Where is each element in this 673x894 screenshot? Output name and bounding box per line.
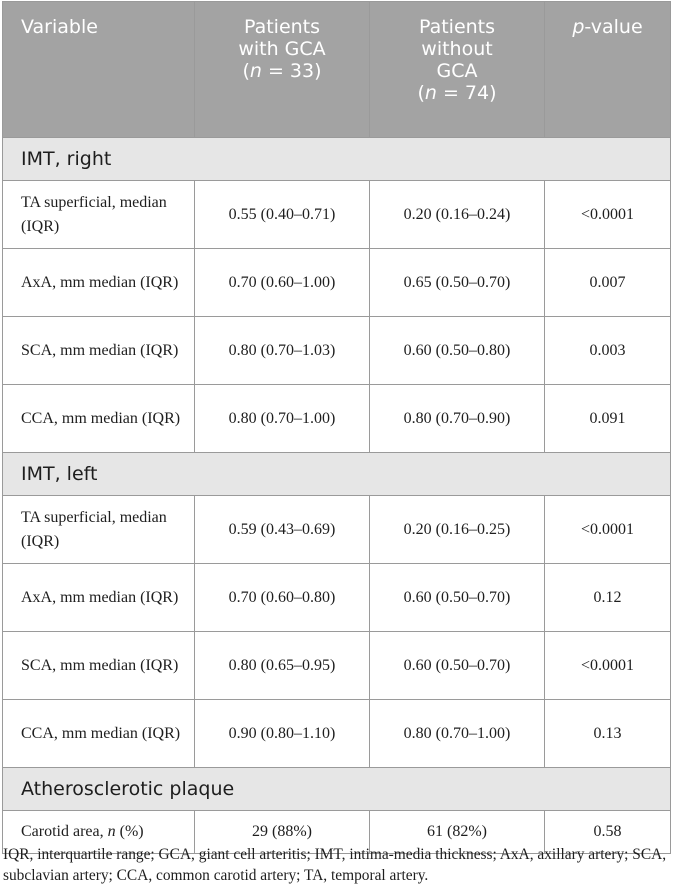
cell-with-gca: 0.59 (0.43–0.69): [195, 496, 370, 564]
cell-without-gca: 0.60 (0.50–0.70): [370, 564, 545, 632]
header-with-gca: Patients with GCA (n = 33): [195, 2, 370, 138]
cell-with-gca: 0.70 (0.60–1.00): [195, 249, 370, 317]
cell-without-gca: 0.20 (0.16–0.25): [370, 496, 545, 564]
table-footnote: IQR, interquartile range; GCA, giant cell arteritis; IMT, intima-media thickness; AxA, axillary artery; SCA, subclavian artery; CCA, common carotid artery; TA, temporal artery.: [3, 846, 667, 884]
cell-p-value: 0.13: [545, 700, 671, 768]
cell-with-gca: 0.90 (0.80–1.10): [195, 700, 370, 768]
cell-with-gca: 0.55 (0.40–0.71): [195, 181, 370, 249]
section-row: [3, 768, 671, 811]
cell-variable: CCA, mm median (IQR): [3, 700, 195, 768]
cell-without-gca: 0.80 (0.70–0.90): [370, 385, 545, 453]
cell-without-gca: 0.60 (0.50–0.70): [370, 632, 545, 700]
table-row: [3, 385, 671, 453]
cell-with-gca: 0.80 (0.65–0.95): [195, 632, 370, 700]
section-row: [3, 453, 671, 496]
cell-p-value: <0.0001: [545, 181, 671, 249]
cell-with-gca: 29 (88%): [195, 811, 370, 854]
cell-without-gca: 0.60 (0.50–0.80): [370, 317, 545, 385]
cell-with-gca: 0.70 (0.60–0.80): [195, 564, 370, 632]
cell-variable: CCA, mm median (IQR): [3, 385, 195, 453]
cell-without-gca: 0.65 (0.50–0.70): [370, 249, 545, 317]
cell-p-value: <0.0001: [545, 496, 671, 564]
table-row: [3, 564, 671, 632]
results-table: [2, 1, 671, 854]
cell-variable: AxA, mm median (IQR): [3, 564, 195, 632]
cell-without-gca: 0.80 (0.70–1.00): [370, 700, 545, 768]
cell-variable: SCA, mm median (IQR): [3, 317, 195, 385]
table-row: [3, 632, 671, 700]
cell-variable: TA superficial, median (IQR): [3, 496, 195, 564]
table-row: [3, 496, 671, 564]
cell-with-gca: 0.80 (0.70–1.00): [195, 385, 370, 453]
section-title: IMT, left: [3, 453, 671, 496]
cell-p-value: 0.58: [545, 811, 671, 854]
cell-p-value: 0.003: [545, 317, 671, 385]
section-title: Atherosclerotic plaque: [3, 768, 671, 811]
cell-with-gca: 0.80 (0.70–1.03): [195, 317, 370, 385]
table-row: [3, 181, 671, 249]
cell-variable: SCA, mm median (IQR): [3, 632, 195, 700]
header-without-gca: Patients without GCA (n = 74): [370, 2, 545, 138]
cell-p-value: 0.091: [545, 385, 671, 453]
header-row: [3, 2, 671, 138]
cell-without-gca: 0.20 (0.16–0.24): [370, 181, 545, 249]
cell-variable: Carotid area, n (%): [3, 811, 195, 854]
table-row: [3, 700, 671, 768]
header-p-value: p-value: [545, 2, 671, 138]
header-variable: Variable: [3, 2, 195, 138]
section-title: IMT, right: [3, 138, 671, 181]
cell-p-value: 0.007: [545, 249, 671, 317]
cell-p-value: <0.0001: [545, 632, 671, 700]
cell-variable: AxA, mm median (IQR): [3, 249, 195, 317]
section-row: [3, 138, 671, 181]
cell-p-value: 0.12: [545, 564, 671, 632]
table-row: [3, 249, 671, 317]
cell-without-gca: 61 (82%): [370, 811, 545, 854]
cell-variable: TA superficial, median (IQR): [3, 181, 195, 249]
table-row: [3, 317, 671, 385]
